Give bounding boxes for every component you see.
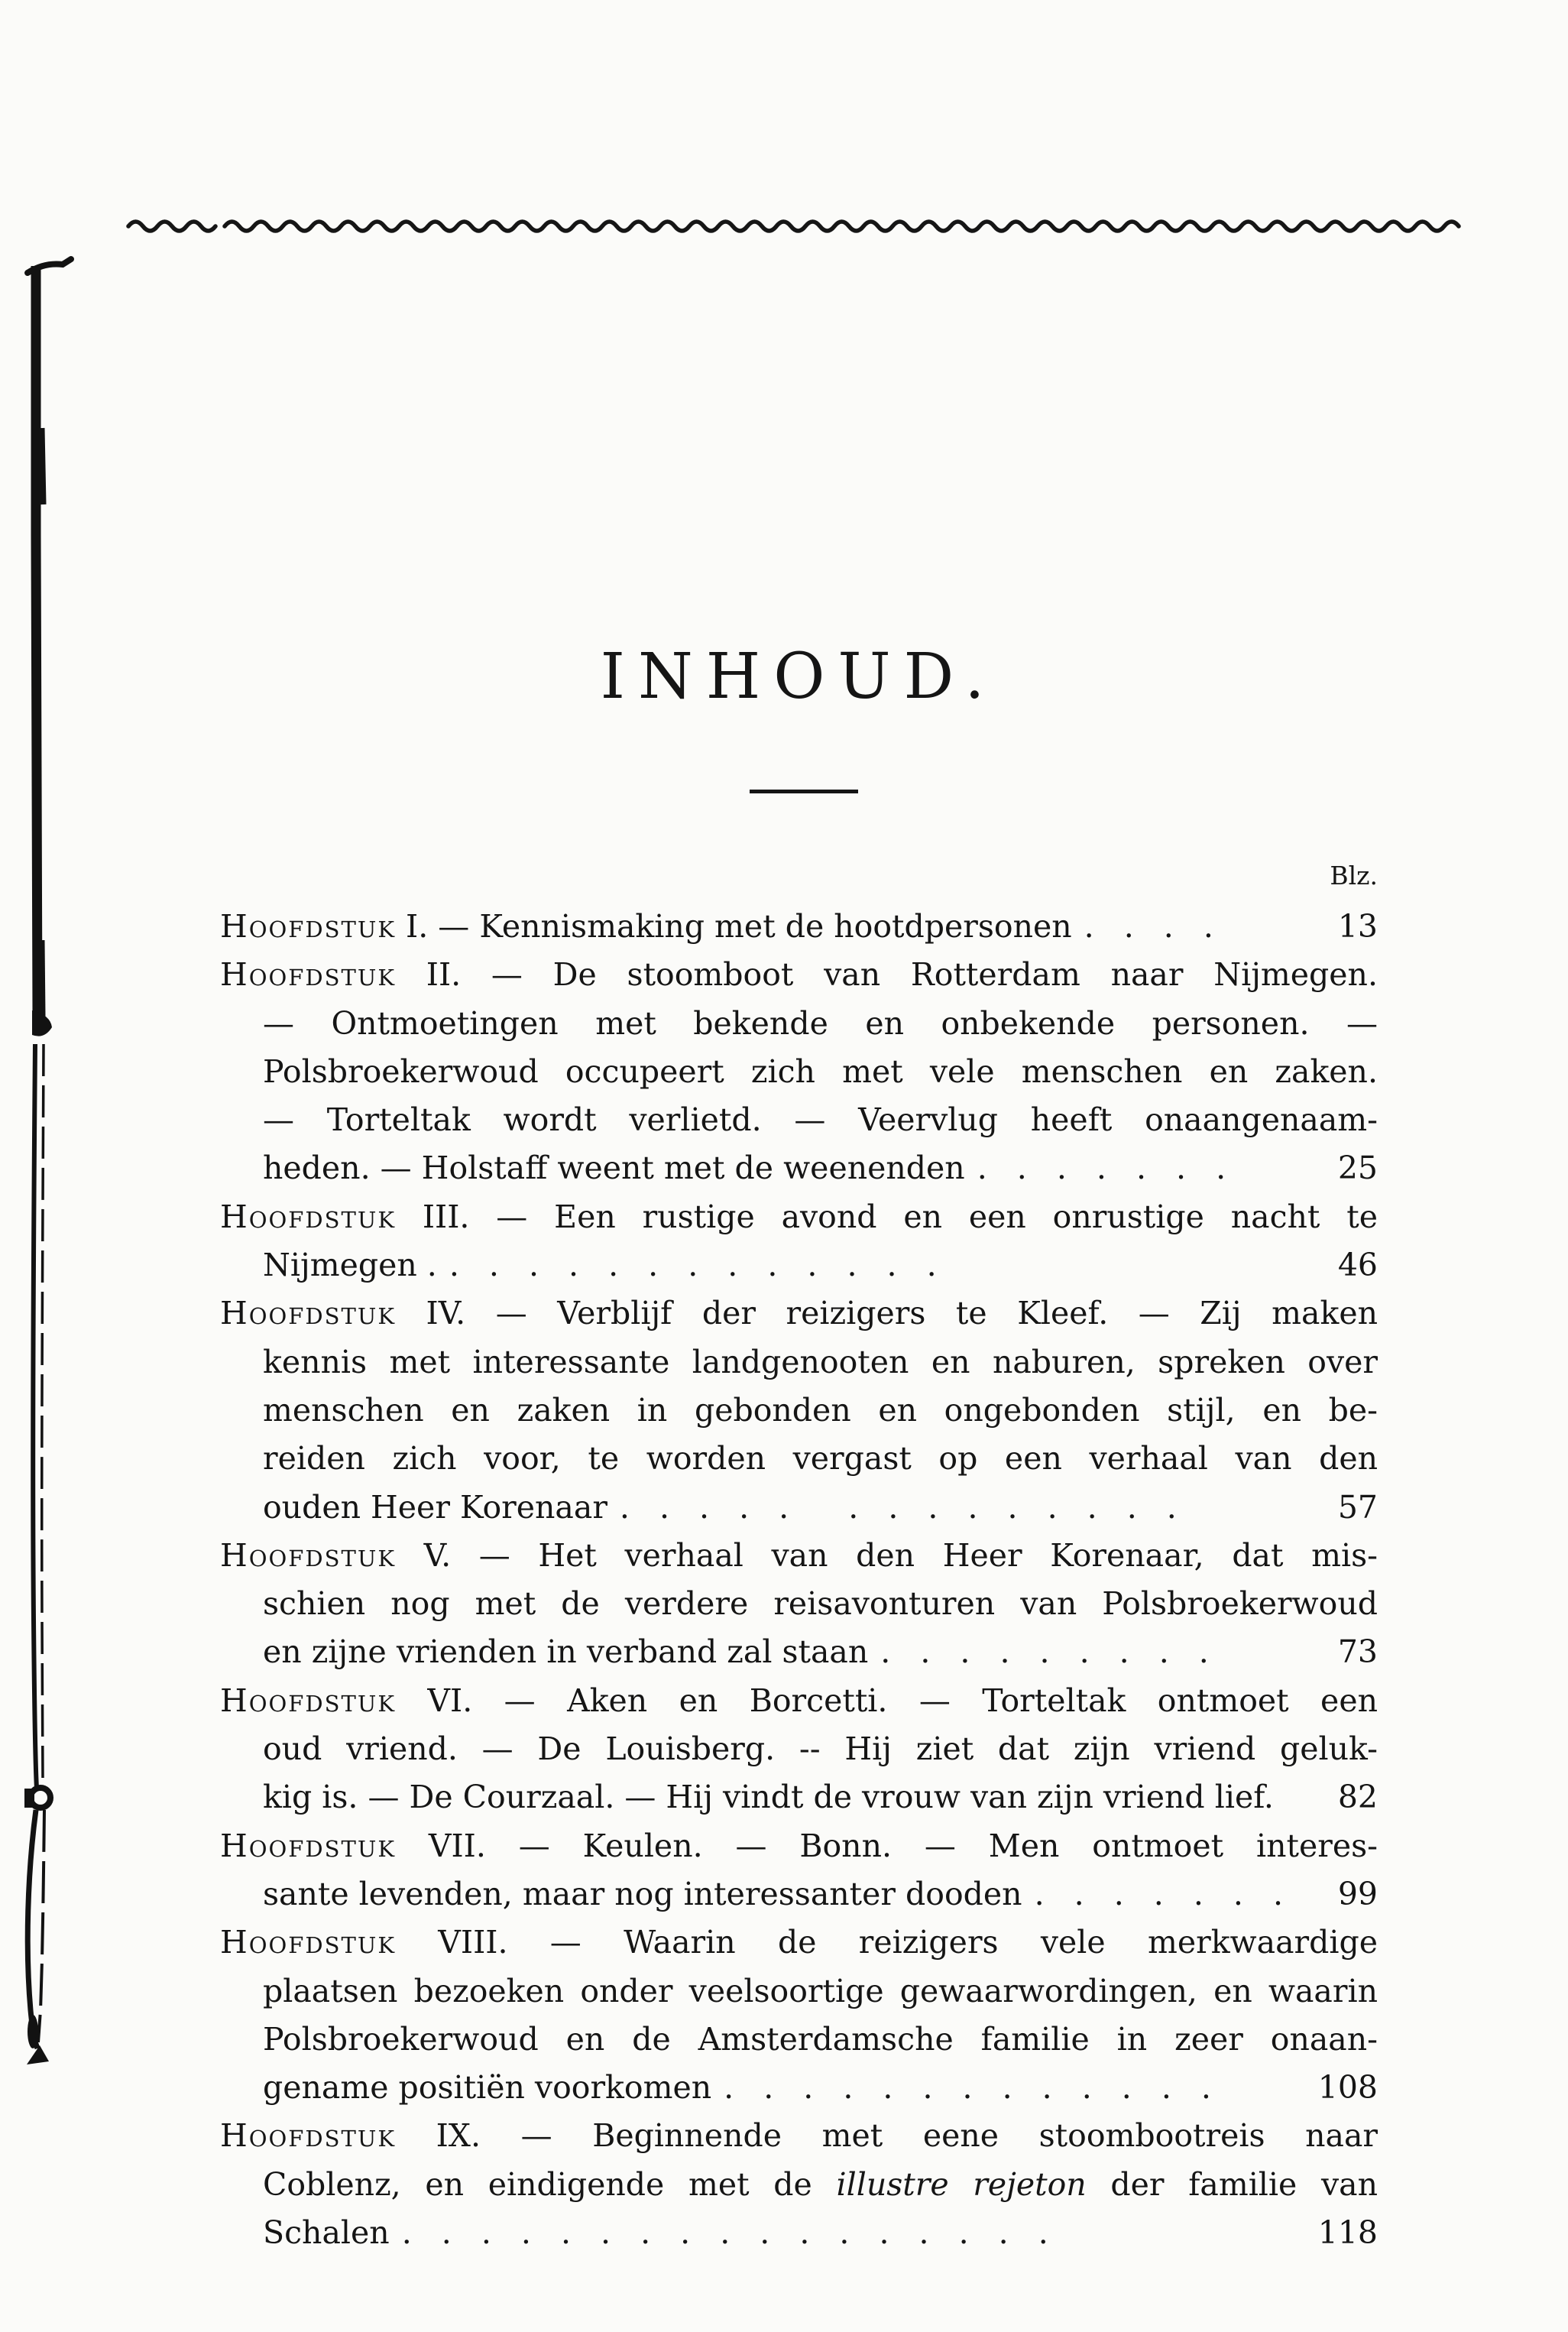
dot-leader: . . . . . . . — [1034, 1875, 1284, 1912]
toc-continuation-line — [220, 1773, 1378, 1821]
page-number: 99 — [1337, 1875, 1378, 1912]
toc-entry-line — [220, 1677, 1378, 1725]
toc-entry-line — [220, 1532, 1378, 1580]
toc-entry-line — [220, 1193, 1378, 1241]
toc-continuation-line — [220, 2161, 1378, 2209]
toc-line-text: — Ontmoetingen met bekende en onbekende personen. — — [263, 1004, 1378, 1042]
toc-line-text: Hoofdstuk V. — Het verhaal van den Heer Korenaar, dat mis- — [220, 1536, 1378, 1574]
page-number: 82 — [1337, 1779, 1378, 1816]
toc-line-text: reiden zich voor, te worden vergast op een verhaal van den — [263, 1440, 1378, 1477]
toc-continuation-line — [220, 1338, 1378, 1387]
dot-leader: . . . . . . . . . . . . . — [724, 2069, 1211, 2107]
toc-continuation-line — [220, 1580, 1378, 1628]
toc-line-text: Coblenz, en eindigende met de illustre rejeton der familie van — [263, 2165, 1378, 2203]
dot-leader: . . . . — [1084, 908, 1213, 945]
toc-line-text: Hoofdstuk VI. — Aken en Borcetti. — Torteltak ontmoet een — [220, 1682, 1378, 1719]
toc-continuation-line — [220, 1144, 1378, 1192]
toc-line-text: Polsbroekerwoud occupeert zich met vele menschen en zaken. — [263, 1052, 1378, 1090]
toc-continuation-line — [220, 1725, 1378, 1773]
toc-continuation-line — [220, 1484, 1378, 1532]
title-rule — [750, 790, 858, 793]
toc-continuation-line — [220, 2209, 1378, 2257]
toc-entry-line — [220, 1822, 1378, 1870]
wavy-rule — [0, 0, 1568, 260]
toc-entry-line — [220, 1289, 1378, 1338]
page-number: 73 — [1337, 1633, 1378, 1671]
page-number: 57 — [1337, 1488, 1378, 1526]
toc-line-text: Hoofdstuk IX. — Beginnende met eene stoombootreis naar — [220, 2117, 1378, 2155]
toc-continuation-line — [220, 1967, 1378, 2016]
toc-line-text: en zijne vrienden in verband zal staan — [263, 1633, 869, 1671]
toc-line-text: Schalen — [263, 2214, 390, 2252]
toc-line-text: heden. — Holstaff weent met de weenenden — [263, 1150, 965, 1187]
toc-line-text: menschen en zaken in gebonden en ongebonden stijl, en be- — [263, 1391, 1378, 1429]
toc-line-text: Polsbroekerwoud en de Amsterdamsche familie in zeer onaan- — [263, 2020, 1378, 2058]
toc-line-text: schien nog met de verdere reisavonturen van Polsbroekerwoud — [263, 1585, 1378, 1623]
dot-leader: . . . . . . . . . . . . . . — [619, 1488, 1177, 1526]
toc-line-text: Hoofdstuk II. — De stoomboot van Rotterdam naar Nijmegen. — [220, 956, 1378, 994]
toc-entry-line — [220, 951, 1378, 999]
toc-line-text: plaatsen bezoeken onder veelsoortige gewaarwordingen, en waarin — [263, 1972, 1378, 2009]
toc-line-text: Hoofdstuk IV. — Verblijf der reizigers te Kleef. — Zij maken — [220, 1295, 1378, 1332]
toc-continuation-line — [220, 1387, 1378, 1435]
toc-continuation-line — [220, 1628, 1378, 1676]
toc-entry-line — [220, 1918, 1378, 1967]
toc-line-text: Hoofdstuk I. — Kennismaking met de hootdpersonen — [220, 908, 1072, 945]
page-number: 108 — [1317, 2069, 1378, 2107]
dot-leader: . . . . . . . — [977, 1150, 1226, 1187]
toc-line-text: kennis met interessante landgenooten en naburen, spreken over — [263, 1343, 1378, 1380]
toc-line-text: gename positiën voorkomen — [263, 2069, 712, 2107]
dot-leader: . . . . . . . . . — [880, 1633, 1209, 1671]
toc-continuation-line — [220, 1870, 1378, 1918]
toc-continuation-line — [220, 1000, 1378, 1048]
binding-mark — [0, 0, 92, 2332]
toc-line-text: ouden Heer Korenaar — [263, 1488, 607, 1526]
toc-entry-line — [220, 903, 1378, 951]
toc-continuation-line — [220, 1241, 1378, 1289]
dot-leader: . . . . . . . . . . . . . . . . . — [401, 2214, 1048, 2252]
toc-line-text: Nijmegen . — [263, 1247, 437, 1284]
page-column-header: Blz. — [1330, 861, 1378, 890]
toc-line-text: Hoofdstuk VIII. — Waarin de reizigers vele merkwaardige — [220, 1924, 1378, 1961]
toc-line-text: Hoofdstuk III. — Een rustige avond en een onrustige nacht te — [220, 1198, 1378, 1235]
page-number: 46 — [1337, 1247, 1378, 1284]
toc-continuation-line — [220, 1096, 1378, 1144]
toc-line-text: Hoofdstuk VII. — Keulen. — Bonn. — Men ontmoet interes- — [220, 1827, 1378, 1864]
toc-list — [220, 903, 1378, 2257]
toc-continuation-line — [220, 1435, 1378, 1483]
dot-leader: . . . . . . . . . . . . . — [449, 1247, 937, 1284]
toc-line-text: — Torteltak wordt verlietd. — Veervlug heeft onaangenaam- — [263, 1101, 1378, 1139]
toc-continuation-line — [220, 1048, 1378, 1096]
toc-line-text: sante levenden, maar nog interessanter dooden — [263, 1875, 1022, 1912]
toc-line-text: oud vriend. — De Louisberg. -- Hij ziet dat zijn vriend geluk- — [263, 1730, 1378, 1768]
toc-entry-line — [220, 2112, 1378, 2160]
page-number: 118 — [1317, 2214, 1378, 2252]
page-number: 25 — [1337, 1150, 1378, 1187]
page-number: 13 — [1337, 908, 1378, 945]
toc-line-text: kig is. — De Courzaal. — Hij vindt de vrouw van zijn vriend lief. — [263, 1779, 1274, 1816]
toc-continuation-line — [220, 2064, 1378, 2112]
page-title: INHOUD. — [600, 641, 998, 713]
toc-continuation-line — [220, 2016, 1378, 2064]
